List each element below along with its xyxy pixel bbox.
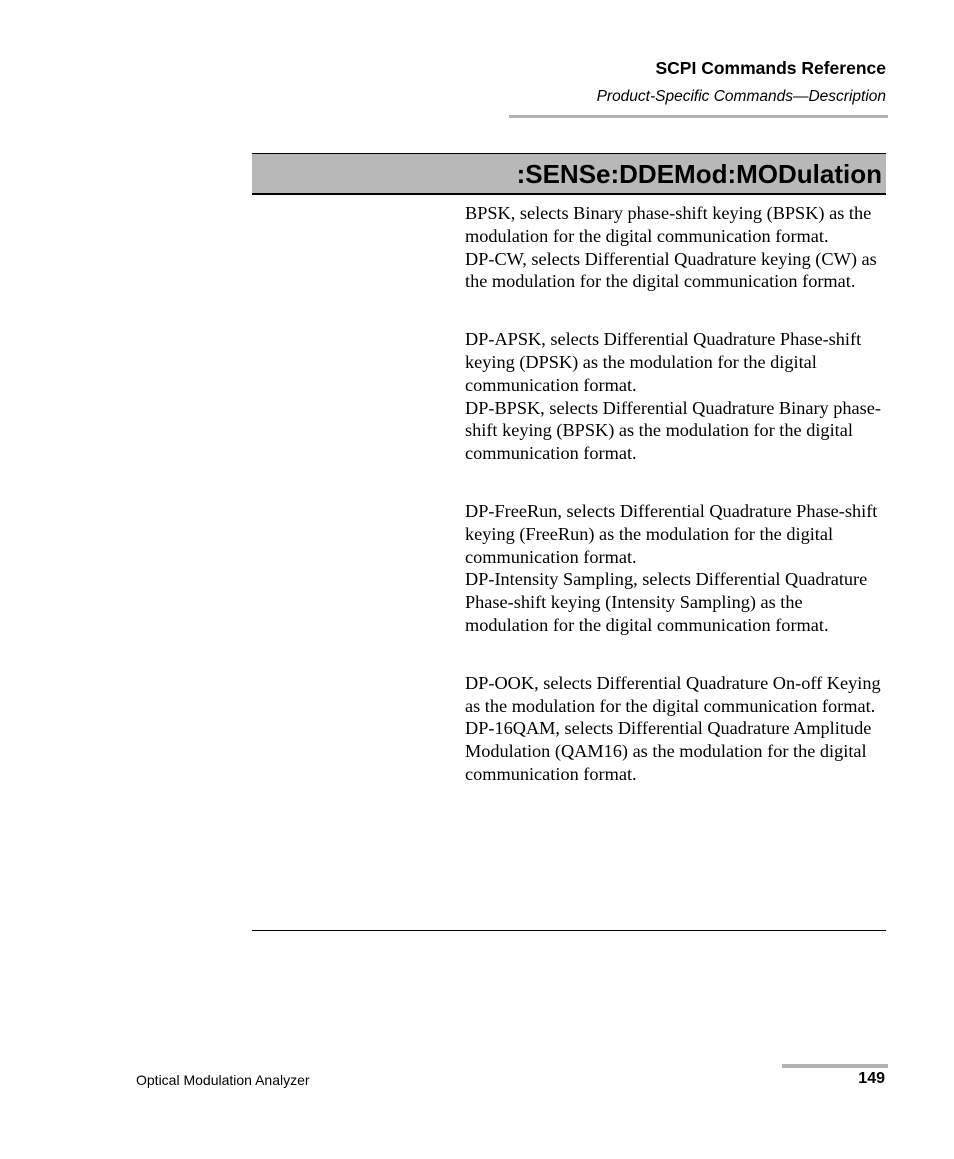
description-block xyxy=(465,328,883,465)
footer-rule xyxy=(782,1064,888,1068)
description-paragraph: DP-CW, selects Differential Quadrature keying (CW) as the modulation for the digital communication format. xyxy=(465,248,877,292)
running-head-title: SCPI Commands Reference xyxy=(655,58,886,78)
description-paragraph: BPSK, selects Binary phase-shift keying (BPSK) as the modulation for the digital communication format. xyxy=(465,203,872,246)
footer-product-name: Optical Modulation Analyzer xyxy=(136,1072,310,1088)
description-block xyxy=(465,672,883,786)
description-block xyxy=(465,500,883,637)
description-block xyxy=(465,202,883,293)
description-paragraph: DP-Intensity Sampling, selects Differential Quadrature Phase-shift keying (Intensity Sampling) as the modulation for the digital communication format. xyxy=(465,569,868,635)
description-paragraph: DP-FreeRun, selects Differential Quadrature Phase-shift keying (FreeRun) as the modulation for the digital communication format. xyxy=(465,500,878,567)
command-title: :SENSe:DDEMod:MODulation xyxy=(516,159,882,189)
command-title-bar xyxy=(252,153,886,195)
description-paragraph: DP-OOK, selects Differential Quadrature On-off Keying as the modulation for the digital communication format. xyxy=(465,672,881,716)
description-paragraph: DP-BPSK, selects Differential Quadrature Binary phase-shift keying (BPSK) as the modulation for the digital communication format. xyxy=(465,397,881,464)
description-paragraph: DP-APSK, selects Differential Quadrature Phase-shift keying (DPSK) as the modulation for the digital communication format. xyxy=(465,329,862,395)
description-paragraph: DP-16QAM, selects Differential Quadrature Amplitude Modulation (QAM16) as the modulation for the digital communication format. xyxy=(465,718,872,784)
running-head-subtitle: Product-Specific Commands—Description xyxy=(596,88,886,105)
header-rule xyxy=(509,115,888,118)
table-bottom-rule xyxy=(252,930,886,931)
page-number: 149 xyxy=(858,1070,885,1087)
parameter-description xyxy=(465,202,883,821)
